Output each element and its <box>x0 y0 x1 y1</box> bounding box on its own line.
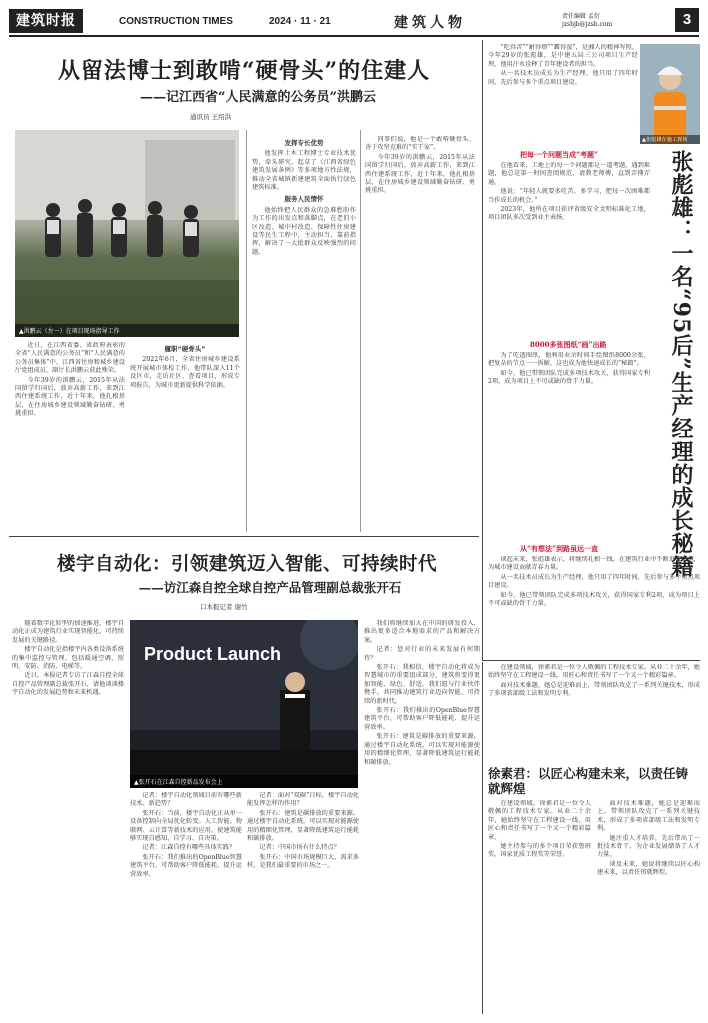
section-name: 建筑人物 <box>394 15 466 31</box>
paper-name: CONSTRUCTION TIMES <box>119 16 233 27</box>
story4-top: 在建设领域，徐素君是一位令人敬佩的工程技术专家。从业二十余年，她始终坚守在工程建设一线，用匠心和责任书写了一个又一个精彩篇章。 面对技术难题，她总是迎难而上，带领团队攻克了一系列关键技术，形成了多项省部级工法和发明专利。 <box>488 664 700 698</box>
story1-col1: 近日，在江西省委、省政府表彰的全省“人民满意的公务员”和“人民满意的公务员集体”中，江西省住房和城乡建设厅党组成员、副厅长洪鹏云获此殊荣。 今年39岁的洪鹏云，2015年从法国留学归国后，放弃高薪工作，来到江西住建系统工作，近十年来，他扎根基层，在住房城乡建设领域勤奋钻研、勇挑重担。 <box>15 342 125 418</box>
story1-subhead: ——记江西省“人民满意的公务员”洪鹏云 <box>140 90 376 105</box>
story2-headline: 张彪雄：一名“95后”生产经理的成长秘籍 <box>668 150 694 578</box>
editor-email: jzsbjb@jzsb.com <box>562 21 613 28</box>
story1-headline: 从留法博士到敢啃“硬骨头”的住建人 <box>57 58 431 84</box>
story1-col1b: 履职“硬骨头” 2022年6月，全省住房城乡建设系统开展城市体检工作，他带队深入11个设区市，走访社区、查看项目，形成专项报告，为城市更新提供科学依据。 <box>130 345 240 389</box>
editor: 责任编辑 孟衍 <box>562 13 600 20</box>
story3-col3: 记者：面对“双碳”目标，楼宇自动化能发挥怎样的作用？ 张开石：建筑是碳排放的重要来源。通过楼宇自动化系统，可以实现对能源使用的精细化管理，显著降低建筑运行能耗和碳排放。 记者：中国市场有什么特点？ 张开石：中国市场规模巨大，需求多样，是我们最重要的市场之一。 <box>247 792 359 870</box>
story1-byline: 通讯员 王绍洪 <box>190 113 232 121</box>
story4-col1: 在建设领域，徐素君是一位令人敬佩的工程技术专家。从业二十余年，她始终坚守在工程建设一线，用匠心和责任书写了一个又一个精彩篇章。 她主持参与的多个项目荣获鲁班奖、国家优质工程奖等荣誉。 <box>488 800 591 859</box>
people-illustration <box>15 130 239 337</box>
story1-col2: 发挥专长优势 他发挥土木工程博士专业技术优势，牵头研究、起草了《江西省绿色建筑发展条例》等多项地方性法规，推动全省城镇新建建筑全面执行绿色建筑标准。 服务人民情怀 他始终把人民群众的急难愁盼作为工作的出发点和落脚点，在老旧小区改造、城中村改造、保障性住房建设等民生工程中，主动担当、靠前指挥，解决了一大批群众反映强烈的问题。 <box>252 139 356 256</box>
story2-subhead2: 8000多张图纸“画”出路 <box>530 340 607 349</box>
story3-photo-caption: ▲张开石在江森自控新品发布会上 <box>130 775 358 788</box>
story2-subhead1: 把每一个问题当成“考题” <box>520 150 599 159</box>
story2-col-low: 为了吃透图纸，他利用业余时间手绘图纸8000余张，把复杂的节点一一拆解，这也成为他快速成长的“秘籍”。 如今，他已带领团队完成多项技术攻关，获得国家专利2项，成为项目上不可或缺的骨干力量。 <box>488 352 650 386</box>
story3-headline: 楼宇自动化：引领建筑迈入智能、可持续时代 <box>56 554 437 575</box>
story1-photo-caption: ▲洪鹏云（左一）在项目现场指导工作 <box>15 324 239 337</box>
story2-photo <box>640 44 700 144</box>
story2-photo-caption: ▲张彪雄在施工现场 <box>640 135 700 144</box>
story3-col1: 随着数字化转型的加速推进，楼宇自动化正成为建筑行业实现智能化、可持续发展的关键路径。 楼宇自动化是指楼宇内各类设备系统的集中监控与管理，包括暖通空调、照明、安防、消防、电梯等。 近日，本报记者专访了江森自控全球自控产品管理副总裁张开石，请他谈谈楼宇自动化的发展趋势和未来机遇。 <box>12 620 124 697</box>
story4-headline: 徐素君：以匠心构建未来，以责任铸就辉煌 <box>488 766 689 796</box>
story3-photo <box>130 620 358 788</box>
issue-date: 2024 · 11 · 21 <box>269 16 331 27</box>
story4-col2: 面对技术难题，她总是迎难而上，带领团队攻克了一系列关键技术，形成了多项省部级工法和发明专利。 她注重人才培养，先后带出了一批技术骨干，为企业发展储备了人才力量。 谈及未来，她说将继续以匠心构建未来，以责任铸就辉煌。 <box>597 800 700 877</box>
story2-col-top: “吃得苦”“耐得烦”“霸得蛮”，是湘人的精神写照。今年29岁的张彪雄，是中建五局三公司项目生产经理，他用汗水诠释了青年建设者的担当。 从一名技术员成长为生产经理，他只用了四年时间，先后参与多个重点项目建设。 <box>488 44 638 86</box>
story3-col2: 记者：楼宇自动化领域目前有哪些新技术、新趋势？ 张开石：当前，楼宇自动化正从单一设备控制向全局优化转变。人工智能、物联网、云计算等新技术的应用，使建筑能够实现自感知、自学习、自决策。 记者：江森自控有哪些具体实践？ 张开石：我们推出的OpenBlue智慧建筑平台，可帮助客户降低能耗、提升运营效率。 <box>130 792 242 878</box>
story1-col3: 同事们说，他是一个敢啃硬骨头、善于攻坚克难的“实干家”。 今年39岁的洪鹏云，2015年从法国留学归国后，放弃高薪工作，来到江西住建系统工作，近十年来，他扎根基层，在住房城乡建设领域勤奋钻研、勇挑重担。 <box>365 136 475 195</box>
story2-subhead3: 从“有想法”到路虽远一直 <box>520 544 599 553</box>
logo: 建筑时报 <box>9 9 83 33</box>
masthead <box>9 6 699 37</box>
page-number: 3 <box>675 8 699 32</box>
story2-col-mid: 在他看来，工地上的每一个问题都是一道考题。遇到难题，他总是第一时间查阅规范、请教老师傅，直到弄懂弄通。 他说：“年轻人就要多吃苦、多学习，把每一次困难都当作成长的机会。” 2023年，他所在项目获评省级安全文明标准化工地，项目团队多次受到业主表扬。 <box>488 162 650 222</box>
story3-subhead: ——访江森自控全球自控产品管理副总裁张开石 <box>138 580 402 595</box>
story1-photo <box>15 130 239 337</box>
story2-col-bottom: 谈起未来，张彪雄表示，将继续扎根一线，在建筑行业中不断追求卓越，为城市建设贡献青春力量。 从一名技术员成长为生产经理，他只用了四年时间，先后参与多个重点项目建设。 如今，他已带领团队完成多项技术攻关，获得国家专利2项，成为项目上不可或缺的骨干力量。 <box>488 556 700 608</box>
story3-byline: 口本报记者 谢竹 <box>200 603 248 611</box>
worker-illustration <box>640 44 700 144</box>
story3-col4: 我们将继续加大在中国的研发投入，推出更多适合本地需求的产品和解决方案。 记者：您对行业的未来发展有何期待？ 张开石：我相信，楼宇自动化将成为智慧城市的重要组成部分，建筑将变得更加智能、绿色、舒适。我们愿与行业伙伴携手，共同推动建筑行业迈向智能、可持续的新时代。 张开石：我们推出的OpenBlue智慧建筑平台，可帮助客户降低能耗、提升运营效率。 张开石：建筑是碳排放的重要来源。通过楼宇自动化系统，可以实现对能源使用的精细化管理，显著降低建筑运行能耗和碳排放。 <box>364 620 480 766</box>
launch-screen-text: Product Launch <box>144 644 282 664</box>
